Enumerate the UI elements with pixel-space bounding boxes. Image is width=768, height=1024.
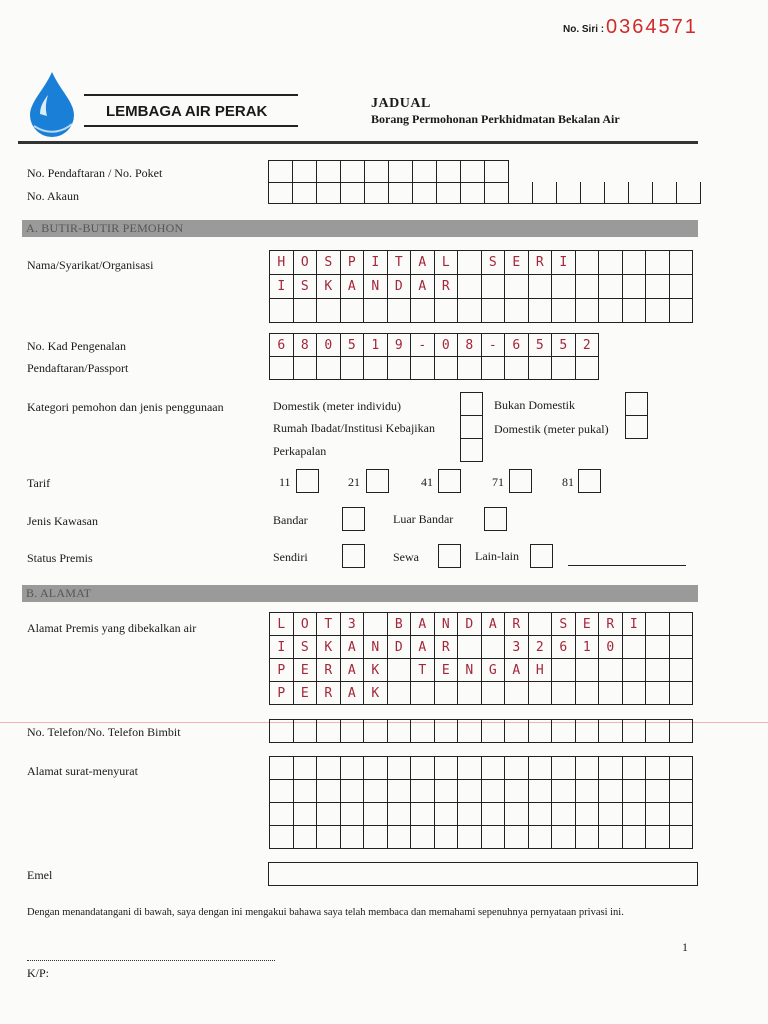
- checkbox-non-domestic[interactable]: [625, 392, 648, 416]
- status-rent-label: Sewa: [393, 550, 419, 564]
- addr-char: D: [388, 636, 412, 659]
- account-no-label: No. Akaun: [27, 189, 79, 203]
- addr-char: E: [294, 682, 318, 705]
- addr-char: K: [317, 636, 341, 659]
- serial-label: No. Siri :: [563, 24, 605, 35]
- ic-char: 1: [364, 334, 388, 357]
- tariff-81-checkbox[interactable]: [578, 469, 601, 493]
- tariff-41-checkbox[interactable]: [438, 469, 461, 493]
- name-char: R: [529, 251, 553, 275]
- opt-non-domestic: Bukan Domestik: [494, 398, 575, 412]
- name-char: S: [294, 275, 318, 299]
- name-label: Nama/Syarikat/Organisasi: [27, 258, 154, 272]
- name-char: P: [341, 251, 365, 275]
- addr-char: E: [576, 613, 600, 636]
- addr-char: 3: [341, 613, 365, 636]
- addr-char: I: [270, 636, 294, 659]
- status-other-line[interactable]: [568, 565, 686, 566]
- addr-char: I: [623, 613, 647, 636]
- name-char: A: [341, 275, 365, 299]
- privacy-declaration: Dengan menandatangani di bawah, saya dengan ini mengakui bahawa saya telah membaca dan memahami sepenuhnya pernyataan privasi ini.: [27, 907, 624, 918]
- addr-char: A: [341, 636, 365, 659]
- addr-char: T: [411, 659, 435, 682]
- addr-char: E: [435, 659, 459, 682]
- addr-char: E: [294, 659, 318, 682]
- addr-char: S: [294, 636, 318, 659]
- ic-char: 5: [341, 334, 365, 357]
- status-rent-checkbox[interactable]: [438, 544, 461, 568]
- addr-char: G: [482, 659, 506, 682]
- name-char: A: [411, 251, 435, 275]
- form-subtitle: Borang Permohonan Perkhidmatan Bekalan Air: [371, 112, 620, 126]
- addr-char: P: [270, 659, 294, 682]
- tariff-71-label: 71: [492, 475, 504, 489]
- addr-char: R: [435, 636, 459, 659]
- addr-char: T: [317, 613, 341, 636]
- org-name: LEMBAGA AIR PERAK: [106, 103, 268, 120]
- opt-domestic-bulk: Domestik (meter pukal): [494, 422, 609, 436]
- tariff-label: Tarif: [27, 476, 51, 490]
- status-other-label: Lain-lain: [475, 549, 519, 563]
- water-drop-logo: [26, 70, 78, 138]
- addr-char: A: [411, 636, 435, 659]
- name-char: S: [317, 251, 341, 275]
- opt-shipping: Perkapalan: [273, 444, 327, 458]
- page-number: 1: [682, 940, 688, 954]
- addr-char: L: [270, 613, 294, 636]
- ic-char: -: [482, 334, 506, 357]
- name-char: N: [364, 275, 388, 299]
- addr-char: D: [458, 613, 482, 636]
- name-char: I: [364, 251, 388, 275]
- ic-char: 0: [435, 334, 459, 357]
- addr-char: K: [364, 682, 388, 705]
- addr-char: O: [294, 613, 318, 636]
- addr-char: [388, 659, 412, 682]
- phone-grid[interactable]: [269, 719, 693, 743]
- name-char: L: [435, 251, 459, 275]
- addr-char: B: [388, 613, 412, 636]
- ic-grid[interactable]: [269, 333, 599, 380]
- reg-no-label: No. Pendaftaran / No. Poket: [27, 166, 163, 180]
- addr-char: R: [317, 682, 341, 705]
- opt-worship: Rumah Ibadat/Institusi Kebajikan: [273, 421, 435, 435]
- zone-rural-label: Luar Bandar: [393, 512, 454, 526]
- addr-char: K: [364, 659, 388, 682]
- checkbox-domestic-bulk[interactable]: [625, 415, 648, 439]
- addr-char: N: [435, 613, 459, 636]
- addr-char: P: [270, 682, 294, 705]
- checkbox-shipping[interactable]: [460, 438, 483, 462]
- addr-char: [529, 613, 553, 636]
- ic-char: 8: [458, 334, 482, 357]
- name-grid[interactable]: [269, 250, 693, 323]
- status-other-checkbox[interactable]: [530, 544, 553, 568]
- form-title: JADUAL: [371, 96, 431, 111]
- address-label: Alamat Premis yang dibekalkan air: [27, 621, 197, 635]
- addr-char: A: [341, 682, 365, 705]
- addr-char: A: [482, 613, 506, 636]
- addr-char: N: [458, 659, 482, 682]
- addr-char: R: [505, 613, 529, 636]
- addr-char: 2: [529, 636, 553, 659]
- addr-char: [482, 636, 506, 659]
- zone-urban-label: Bandar: [273, 513, 308, 527]
- ic-char: 8: [294, 334, 318, 357]
- header-divider: [18, 141, 698, 144]
- ic-char: 5: [552, 334, 576, 357]
- premise-status-label: Status Premis: [27, 551, 93, 565]
- signature-line[interactable]: [27, 960, 275, 961]
- checkbox-worship[interactable]: [460, 415, 483, 439]
- zone-rural-checkbox[interactable]: [484, 507, 507, 531]
- addr-char: A: [505, 659, 529, 682]
- name-char: K: [317, 275, 341, 299]
- opt-domestic-individual: Domestik (meter individu): [273, 399, 401, 413]
- name-char: A: [411, 275, 435, 299]
- account-no-grid[interactable]: [268, 182, 701, 204]
- name-char: T: [388, 251, 412, 275]
- addr-char: H: [529, 659, 553, 682]
- name-char: E: [505, 251, 529, 275]
- ic-label-1: No. Kad Pengenalan: [27, 339, 126, 353]
- email-field[interactable]: [268, 862, 698, 886]
- section-b-bar: B. ALAMAT: [22, 585, 698, 602]
- tariff-81-label: 81: [562, 475, 574, 489]
- addr-char: A: [341, 659, 365, 682]
- name-char: I: [270, 275, 294, 299]
- status-own-label: Sendiri: [273, 550, 308, 564]
- addr-char: [458, 636, 482, 659]
- phone-label: No. Telefon/No. Telefon Bimbit: [27, 725, 181, 739]
- zone-urban-checkbox[interactable]: [342, 507, 365, 531]
- status-own-checkbox[interactable]: [342, 544, 365, 568]
- addr-char: R: [317, 659, 341, 682]
- header-rule-bottom: [84, 125, 298, 127]
- category-label: Kategori pemohon dan jenis penggunaan: [27, 400, 224, 414]
- tariff-11-label: 11: [279, 475, 291, 489]
- tariff-11-checkbox[interactable]: [296, 469, 319, 493]
- address-grid[interactable]: [269, 612, 693, 705]
- reg-no-grid[interactable]: [268, 160, 509, 183]
- name-char: O: [294, 251, 318, 275]
- tariff-41-label: 41: [421, 475, 433, 489]
- mail-address-label: Alamat surat-menyurat: [27, 764, 138, 778]
- addr-char: 3: [505, 636, 529, 659]
- ic-char: -: [411, 334, 435, 357]
- checkbox-domestic-individual[interactable]: [460, 392, 483, 416]
- addr-char: [364, 613, 388, 636]
- addr-char: A: [411, 613, 435, 636]
- tariff-71-checkbox[interactable]: [509, 469, 532, 493]
- ic-char: 9: [388, 334, 412, 357]
- mail-address-grid[interactable]: [269, 756, 693, 849]
- email-label: Emel: [27, 868, 53, 882]
- ic-label-2: Pendaftaran/Passport: [27, 361, 129, 375]
- addr-char: 0: [599, 636, 623, 659]
- name-char: R: [435, 275, 459, 299]
- ic-char: 5: [529, 334, 553, 357]
- ic-char: 2: [576, 334, 600, 357]
- serial-number: 0364571: [606, 16, 698, 38]
- addr-char: N: [364, 636, 388, 659]
- addr-char: S: [552, 613, 576, 636]
- signature-ic-label: K/P:: [27, 966, 50, 980]
- name-char: I: [552, 251, 576, 275]
- ic-char: 6: [505, 334, 529, 357]
- ic-char: 6: [270, 334, 294, 357]
- section-a-bar: A. BUTIR-BUTIR PEMOHON: [22, 220, 698, 237]
- name-char: H: [270, 251, 294, 275]
- addr-char: 6: [552, 636, 576, 659]
- header-rule-top: [84, 94, 298, 96]
- tariff-21-checkbox[interactable]: [366, 469, 389, 493]
- addr-char: 1: [576, 636, 600, 659]
- zone-label: Jenis Kawasan: [27, 514, 98, 528]
- tariff-21-label: 21: [348, 475, 360, 489]
- ic-char: 0: [317, 334, 341, 357]
- name-char: D: [388, 275, 412, 299]
- name-char: S: [482, 251, 506, 275]
- name-char: [458, 251, 482, 275]
- addr-char: R: [599, 613, 623, 636]
